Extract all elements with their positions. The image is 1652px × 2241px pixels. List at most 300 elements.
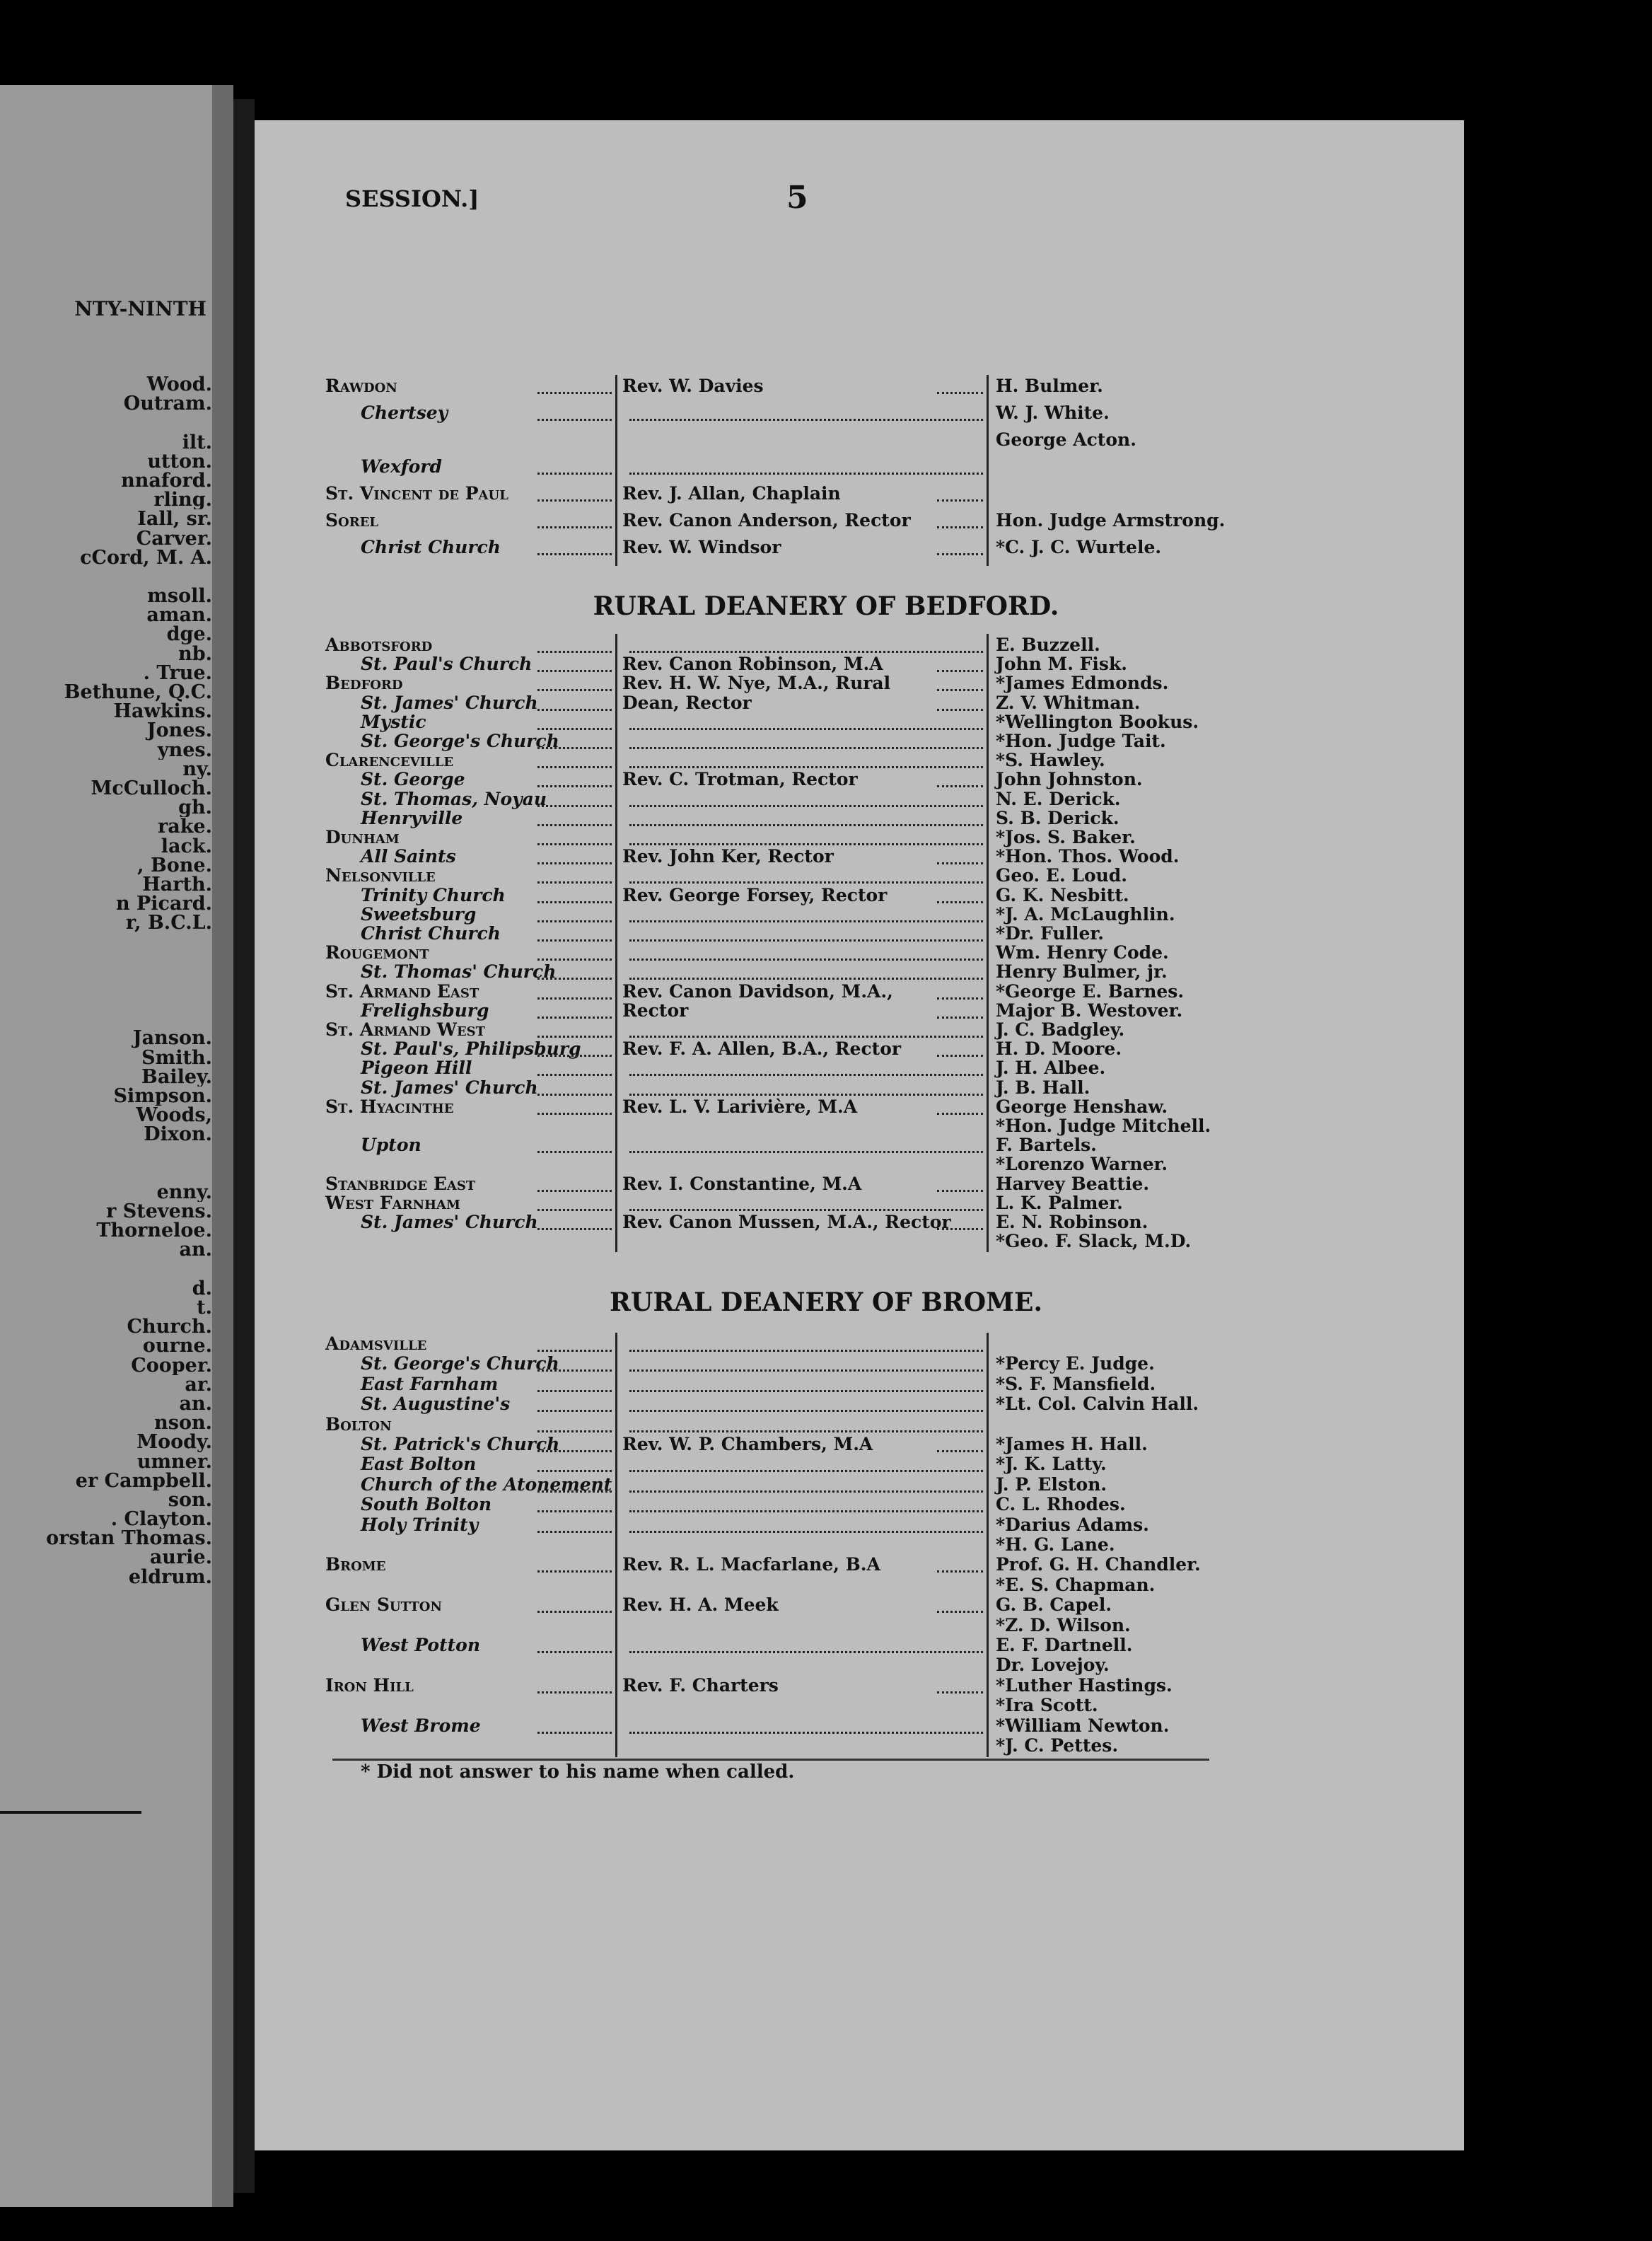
clergy-name: Rev. John Ker, Rector bbox=[622, 846, 834, 867]
leader-dots bbox=[537, 1036, 612, 1038]
leader-dots bbox=[537, 1350, 612, 1352]
lay-delegate-name: *S. F. Mansfield. bbox=[996, 1373, 1156, 1394]
clergy-name: Rev. H. W. Nye, M.A., Rural bbox=[622, 673, 891, 694]
clergy-name: Rev. F. A. Allen, B.A., Rector bbox=[622, 1038, 902, 1060]
place-name: Upton bbox=[361, 1135, 421, 1156]
register-row bbox=[0, 733, 1652, 750]
leader-dots bbox=[537, 1410, 612, 1412]
register-row bbox=[0, 1355, 1652, 1372]
leader-dots bbox=[537, 1430, 612, 1432]
left-page-name: r Stevens. bbox=[106, 1202, 212, 1222]
left-page-name: Bethune, Q.C. bbox=[64, 683, 212, 702]
leader-dots bbox=[629, 1732, 983, 1734]
left-page-name: cCord, M. A. bbox=[80, 548, 212, 567]
leader-dots bbox=[629, 766, 983, 768]
left-page-name: Smith. bbox=[141, 1048, 212, 1067]
clergy-name: Rev. Canon Davidson, M.A., bbox=[622, 980, 893, 1002]
lay-delegate-name: *Lt. Col. Calvin Hall. bbox=[996, 1394, 1199, 1415]
place-name: St. Hyacinthe bbox=[325, 1096, 454, 1117]
leader-dots bbox=[537, 766, 612, 768]
place-name: St. George's Church bbox=[361, 1353, 559, 1374]
leader-dots bbox=[537, 526, 612, 528]
leader-dots bbox=[537, 728, 612, 730]
leader-dots bbox=[537, 709, 612, 711]
leader-dots bbox=[937, 901, 983, 903]
place-name: South Bolton bbox=[361, 1494, 492, 1515]
place-name: All Saints bbox=[361, 846, 456, 867]
register-row bbox=[0, 867, 1652, 884]
leader-dots bbox=[537, 1228, 612, 1230]
lay-delegate-name: *George E. Barnes. bbox=[996, 980, 1185, 1002]
leader-dots bbox=[937, 1017, 983, 1019]
place-name: Bolton bbox=[325, 1413, 392, 1435]
place-name: Henryville bbox=[361, 807, 463, 828]
leader-dots bbox=[629, 1410, 983, 1412]
lay-delegate-name: E. Buzzell. bbox=[996, 635, 1100, 655]
leader-dots bbox=[937, 709, 983, 711]
register-row bbox=[0, 458, 1652, 475]
left-page-name: Cooper. bbox=[131, 1355, 212, 1375]
clergy-name: Rev. I. Constantine, M.A bbox=[622, 1173, 862, 1194]
left-page-name: , Bone. bbox=[137, 855, 212, 875]
leader-dots bbox=[537, 785, 612, 787]
leader-dots bbox=[937, 670, 983, 672]
place-name: Pigeon Hill bbox=[361, 1058, 472, 1079]
leader-dots bbox=[937, 1450, 983, 1452]
leader-dots bbox=[629, 978, 983, 980]
register-row bbox=[0, 771, 1652, 788]
place-name: Church of the Atonement bbox=[361, 1473, 612, 1495]
left-page-name bbox=[0, 1260, 212, 1279]
leader-dots bbox=[937, 553, 983, 555]
leader-dots bbox=[537, 1691, 612, 1693]
register-row bbox=[0, 1156, 1652, 1173]
place-name: Dunham bbox=[325, 827, 400, 847]
leader-dots bbox=[537, 651, 612, 653]
place-name: Rougemont bbox=[325, 942, 429, 963]
leader-dots bbox=[537, 1450, 612, 1452]
lay-delegate-name: George Acton. bbox=[996, 429, 1136, 450]
leader-dots bbox=[537, 1209, 612, 1211]
register-row bbox=[0, 1614, 1652, 1635]
lay-delegate-name: *S. Hawley. bbox=[996, 750, 1105, 771]
lay-delegate-name: *E. S. Chapman. bbox=[996, 1574, 1156, 1595]
lay-delegate-name: J. B. Hall. bbox=[996, 1077, 1090, 1098]
leader-dots bbox=[629, 1074, 983, 1076]
left-page-name: utton. bbox=[147, 451, 212, 471]
leader-dots bbox=[629, 1651, 983, 1653]
lay-delegate-name: G. B. Capel. bbox=[996, 1594, 1112, 1616]
left-page-name: Bailey. bbox=[141, 1067, 212, 1087]
place-name: Bedford bbox=[325, 673, 403, 694]
register-row bbox=[0, 1173, 1652, 1194]
place-name: Rawdon bbox=[325, 376, 397, 396]
place-name: St. Thomas' Church bbox=[361, 961, 557, 983]
leader-dots bbox=[629, 1430, 983, 1432]
lay-delegate-name: Henry Bulmer, jr. bbox=[996, 961, 1168, 983]
leader-dots bbox=[537, 1113, 612, 1115]
register-row bbox=[0, 1657, 1652, 1674]
leader-dots bbox=[537, 419, 612, 421]
leader-dots bbox=[537, 1510, 612, 1512]
place-name: Glen Sutton bbox=[325, 1594, 442, 1616]
leader-dots bbox=[629, 939, 983, 942]
leader-dots bbox=[537, 978, 612, 980]
lay-delegate-name: J. C. Badgley. bbox=[996, 1019, 1125, 1040]
leader-dots bbox=[629, 473, 983, 475]
clergy-name: Rev. Canon Anderson, Rector bbox=[622, 510, 911, 531]
register-row bbox=[0, 1637, 1652, 1654]
left-page-name: enny. bbox=[156, 1182, 212, 1203]
place-name: St. Patrick's Church bbox=[361, 1434, 560, 1454]
register-row bbox=[0, 1594, 1652, 1616]
lay-delegate-name: Wm. Henry Code. bbox=[996, 942, 1169, 963]
left-page-name: son. bbox=[168, 1490, 212, 1510]
register-row bbox=[0, 1496, 1652, 1513]
register-row bbox=[0, 848, 1652, 865]
place-name: St. James' Church bbox=[361, 1077, 538, 1098]
clergy-name: Rev. Canon Mussen, M.A., Rector bbox=[622, 1212, 951, 1232]
place-name: Sorel bbox=[325, 510, 379, 531]
section-heading-bedford: RURAL DEANERY OF BEDFORD. bbox=[593, 591, 1059, 621]
register-row bbox=[0, 1413, 1652, 1435]
place-name: Clarenceville bbox=[325, 750, 454, 771]
register-row bbox=[0, 980, 1652, 1002]
left-page-name: nson. bbox=[154, 1413, 212, 1433]
lay-delegate-name: Z. V. Whitman. bbox=[996, 692, 1141, 713]
register-row bbox=[0, 405, 1652, 422]
left-page-name bbox=[0, 567, 212, 586]
left-page-name: Woods, bbox=[136, 1106, 212, 1125]
lay-delegate-name: *Luther Hastings. bbox=[996, 1674, 1173, 1696]
left-page-name: rling. bbox=[153, 490, 212, 510]
register-row bbox=[0, 829, 1652, 846]
lay-delegate-name: C. L. Rhodes. bbox=[996, 1494, 1126, 1515]
leader-dots bbox=[537, 1611, 612, 1613]
section-heading-brome: RURAL DEANERY OF BROME. bbox=[610, 1287, 1042, 1317]
place-name: Chertsey bbox=[361, 403, 448, 423]
place-name: Adamsville bbox=[325, 1333, 427, 1354]
left-page-name: umner. bbox=[136, 1452, 212, 1471]
register-row bbox=[0, 1214, 1652, 1231]
place-name: Iron Hill bbox=[325, 1674, 414, 1696]
place-name: St. James' Church bbox=[361, 692, 538, 713]
lay-delegate-name: E. F. Dartnell. bbox=[996, 1635, 1133, 1655]
lay-delegate-name: H. D. Moore. bbox=[996, 1038, 1122, 1060]
left-page-name: d. bbox=[192, 1278, 212, 1298]
lay-delegate-name: *C. J. C. Wurtele. bbox=[996, 537, 1162, 557]
lay-delegate-name: George Henshaw. bbox=[996, 1096, 1168, 1117]
lay-delegate-name: *Wellington Bookus. bbox=[996, 711, 1199, 732]
left-page-name: ilt. bbox=[182, 432, 212, 452]
leader-dots bbox=[537, 473, 612, 475]
leader-dots bbox=[537, 1074, 612, 1076]
leader-dots bbox=[629, 843, 983, 845]
leader-dots bbox=[537, 939, 612, 942]
left-page-name: . True. bbox=[143, 663, 212, 683]
clergy-name: Rev. Canon Robinson, M.A bbox=[622, 654, 883, 675]
lay-delegate-name: *H. G. Lane. bbox=[996, 1534, 1115, 1555]
register-row bbox=[0, 1021, 1652, 1038]
left-page-name: Church. bbox=[127, 1317, 212, 1337]
leader-dots bbox=[629, 419, 983, 421]
left-page-name: nb. bbox=[178, 644, 212, 664]
leader-dots bbox=[629, 1151, 983, 1153]
leader-dots bbox=[629, 1370, 983, 1372]
lay-delegate-name: *James Edmonds. bbox=[996, 673, 1169, 694]
left-page-name: orstan Thomas. bbox=[46, 1529, 212, 1548]
leader-dots bbox=[629, 728, 983, 730]
left-page-name: Harth. bbox=[142, 874, 212, 895]
register-row bbox=[0, 752, 1652, 769]
leader-dots bbox=[937, 1691, 983, 1693]
leader-dots bbox=[937, 1611, 983, 1613]
session-header: SESSION.] bbox=[345, 185, 479, 212]
place-name: Stanbridge East bbox=[325, 1173, 476, 1194]
lay-delegate-name: *Jos. S. Baker. bbox=[996, 827, 1136, 847]
place-name: West Potton bbox=[361, 1635, 481, 1655]
leader-dots bbox=[629, 1390, 983, 1392]
place-name: Brome bbox=[325, 1554, 386, 1575]
lay-delegate-name: *J. K. Latty. bbox=[996, 1454, 1107, 1475]
register-row bbox=[0, 539, 1652, 556]
lay-delegate-name: W. J. White. bbox=[996, 403, 1110, 423]
leader-dots bbox=[629, 1531, 983, 1533]
place-name: Holy Trinity bbox=[361, 1514, 479, 1535]
place-name: St. James' Church bbox=[361, 1212, 538, 1232]
leader-dots bbox=[537, 1017, 612, 1019]
register-row bbox=[0, 429, 1652, 450]
left-page-name: an. bbox=[179, 1240, 212, 1260]
place-name: St. Vincent de Paul bbox=[325, 483, 508, 504]
clergy-name: Rev. W. Windsor bbox=[622, 537, 781, 557]
leader-dots bbox=[629, 1094, 983, 1096]
left-page-name: Dixon. bbox=[144, 1125, 212, 1145]
lay-delegate-name: S. B. Derick. bbox=[996, 807, 1119, 828]
leader-dots bbox=[629, 959, 983, 961]
left-page-name: ar. bbox=[185, 1374, 212, 1394]
leader-dots bbox=[537, 1732, 612, 1734]
lay-delegate-name: J. P. Elston. bbox=[996, 1473, 1107, 1495]
leader-dots bbox=[629, 1490, 983, 1493]
clergy-name: Rev. F. Charters bbox=[622, 1674, 779, 1696]
column-brace bbox=[615, 375, 623, 566]
lay-delegate-name: E. N. Robinson. bbox=[996, 1212, 1148, 1232]
register-row bbox=[0, 1556, 1652, 1573]
leader-dots bbox=[537, 805, 612, 807]
leader-dots bbox=[937, 1055, 983, 1057]
leader-dots bbox=[537, 1651, 612, 1653]
leader-dots bbox=[937, 1113, 983, 1115]
lay-delegate-name: *James H. Hall. bbox=[996, 1434, 1148, 1454]
place-name: St. George bbox=[361, 769, 465, 790]
leader-dots bbox=[629, 805, 983, 807]
register-row bbox=[0, 1333, 1652, 1356]
lay-delegate-name: N. E. Derick. bbox=[996, 788, 1121, 809]
left-page-name: ourne. bbox=[142, 1336, 212, 1356]
place-name: Trinity Church bbox=[361, 884, 506, 905]
clergy-name: Rev. W. P. Chambers, M.A bbox=[622, 1434, 873, 1454]
register-row bbox=[0, 1674, 1652, 1696]
lay-delegate-name: *Hon. Thos. Wood. bbox=[996, 846, 1180, 867]
left-page-name: n Picard. bbox=[115, 894, 212, 914]
register-row bbox=[0, 1118, 1652, 1135]
column-brace bbox=[987, 1333, 994, 1757]
place-name: East Farnham bbox=[361, 1373, 499, 1394]
leader-dots bbox=[629, 1209, 983, 1211]
place-name: St. Paul's, Philipsburg bbox=[361, 1038, 581, 1060]
left-page-name: McCulloch. bbox=[91, 778, 212, 799]
register-row bbox=[0, 1396, 1652, 1413]
left-page-name: msoll. bbox=[147, 586, 212, 606]
leader-dots bbox=[629, 1036, 983, 1038]
register-row bbox=[0, 1233, 1652, 1250]
left-page-name: ynes. bbox=[157, 740, 212, 760]
page-number: 5 bbox=[786, 180, 808, 216]
lay-delegate-name: Harvey Beattie. bbox=[996, 1173, 1150, 1194]
column-brace bbox=[615, 634, 623, 1252]
register-row bbox=[0, 1456, 1652, 1473]
register-row bbox=[0, 675, 1652, 692]
lay-delegate-name: Geo. E. Loud. bbox=[996, 865, 1127, 886]
register-row bbox=[0, 1373, 1652, 1394]
clergy-name: Rev. George Forsey, Rector bbox=[622, 884, 888, 905]
leader-dots bbox=[629, 747, 983, 749]
left-page-name: lack. bbox=[161, 836, 212, 856]
left-page-name: Hawkins. bbox=[113, 702, 212, 722]
clergy-name: Rector bbox=[622, 1000, 689, 1021]
lay-delegate-name: J. H. Albee. bbox=[996, 1058, 1106, 1079]
clergy-name: Rev. C. Trotman, Rector bbox=[622, 769, 858, 790]
left-page-name: Jones. bbox=[146, 721, 212, 741]
lay-delegate-name: *Lorenzo Warner. bbox=[996, 1154, 1168, 1175]
leader-dots bbox=[537, 959, 612, 961]
left-page-name: aurie. bbox=[149, 1548, 212, 1568]
clergy-name: Rev. H. A. Meek bbox=[622, 1594, 779, 1616]
leader-dots bbox=[537, 843, 612, 845]
place-name: St. Paul's Church bbox=[361, 654, 533, 675]
place-name: St. Armand West bbox=[325, 1019, 486, 1040]
left-page-name: eldrum. bbox=[128, 1567, 212, 1587]
left-page-name: Thorneloe. bbox=[96, 1221, 212, 1241]
lay-delegate-name: *Z. D. Wilson. bbox=[996, 1614, 1131, 1635]
lay-delegate-name: Prof. G. H. Chandler. bbox=[996, 1554, 1201, 1575]
register-row bbox=[0, 1473, 1652, 1495]
leader-dots bbox=[629, 1350, 983, 1352]
register-row bbox=[0, 637, 1652, 654]
leader-dots bbox=[537, 1570, 612, 1573]
register-row bbox=[0, 1436, 1652, 1453]
place-name: Nelsonville bbox=[325, 865, 436, 886]
left-page-name: Wood. bbox=[146, 375, 212, 395]
register-row bbox=[0, 1574, 1652, 1595]
leader-dots bbox=[537, 920, 612, 922]
leader-dots bbox=[537, 670, 612, 672]
column-brace bbox=[615, 1333, 623, 1757]
register-row bbox=[0, 1737, 1652, 1754]
leader-dots bbox=[629, 881, 983, 884]
lay-delegate-name: *J. C. Pettes. bbox=[996, 1735, 1119, 1756]
lay-delegate-name: F. Bartels. bbox=[996, 1135, 1097, 1156]
leader-dots bbox=[629, 1470, 983, 1472]
register-row bbox=[0, 1002, 1652, 1019]
left-page-name: er Campbell. bbox=[75, 1471, 212, 1490]
place-name: East Bolton bbox=[361, 1454, 477, 1475]
left-page-name: ny. bbox=[182, 759, 212, 779]
lay-delegate-name: Hon. Judge Armstrong. bbox=[996, 510, 1226, 531]
place-name: Abbotsford bbox=[325, 635, 433, 655]
register-row bbox=[0, 1514, 1652, 1535]
footnote-rule bbox=[332, 1759, 1209, 1761]
left-page-name: t. bbox=[197, 1298, 212, 1318]
leader-dots bbox=[537, 1490, 612, 1493]
lay-delegate-name: *Geo. F. Slack, M.D. bbox=[996, 1231, 1192, 1252]
lay-delegate-name: Dr. Lovejoy. bbox=[996, 1655, 1110, 1676]
register-row bbox=[0, 1536, 1652, 1553]
document-page bbox=[255, 120, 1464, 2150]
place-name: Christ Church bbox=[361, 923, 501, 944]
register-row bbox=[0, 1697, 1652, 1714]
register-row bbox=[0, 961, 1652, 983]
leader-dots bbox=[537, 901, 612, 903]
left-page-name: aman. bbox=[146, 606, 212, 625]
left-page-name: Moody. bbox=[136, 1432, 212, 1452]
place-name: St. Armand East bbox=[325, 980, 479, 1002]
register-row bbox=[0, 1715, 1652, 1736]
left-page-name: gh. bbox=[178, 798, 212, 818]
leader-dots bbox=[937, 392, 983, 394]
clergy-name: Rev. R. L. Macfarlane, B.A bbox=[622, 1554, 880, 1575]
clergy-name: Rev. W. Davies bbox=[622, 376, 764, 396]
leader-dots bbox=[537, 1190, 612, 1192]
leader-dots bbox=[629, 651, 983, 653]
lay-delegate-name: L. K. Palmer. bbox=[996, 1192, 1123, 1213]
left-page-name: nnaford. bbox=[121, 470, 212, 491]
register-row bbox=[0, 925, 1652, 942]
lay-delegate-name: *Ira Scott. bbox=[996, 1695, 1098, 1716]
left-page-name: Carver. bbox=[136, 528, 212, 548]
leader-dots bbox=[537, 1151, 612, 1153]
register-row bbox=[0, 1137, 1652, 1154]
column-brace bbox=[987, 375, 994, 566]
place-name: Mystic bbox=[361, 711, 426, 732]
leader-dots bbox=[537, 689, 612, 691]
lay-delegate-name: *J. A. McLaughlin. bbox=[996, 903, 1175, 925]
leader-dots bbox=[537, 747, 612, 749]
left-page-name: rake. bbox=[157, 817, 212, 837]
leader-dots bbox=[537, 1531, 612, 1533]
register-row bbox=[0, 1079, 1652, 1096]
left-page-name: Iall, sr. bbox=[137, 509, 212, 529]
lay-delegate-name: G. K. Nesbitt. bbox=[996, 884, 1129, 905]
leader-dots bbox=[537, 499, 612, 502]
left-page-name: r, B.C.L. bbox=[125, 913, 212, 933]
leader-dots bbox=[537, 1470, 612, 1472]
leader-dots bbox=[537, 881, 612, 884]
clergy-name: Rev. L. V. Larivière, M.A bbox=[622, 1096, 858, 1117]
leader-dots bbox=[537, 1094, 612, 1096]
leader-dots bbox=[937, 499, 983, 502]
leader-dots bbox=[629, 824, 983, 826]
leader-dots bbox=[537, 997, 612, 1000]
footnote: * Did not answer to his name when called. bbox=[361, 1761, 795, 1783]
leader-dots bbox=[937, 1228, 983, 1230]
leader-dots bbox=[937, 1190, 983, 1192]
left-page-name: an. bbox=[179, 1394, 212, 1414]
lay-delegate-name: *Dr. Fuller. bbox=[996, 923, 1105, 944]
left-page-header: NTY-NINTH bbox=[74, 297, 206, 320]
left-page-name: . Clayton. bbox=[110, 1510, 212, 1529]
